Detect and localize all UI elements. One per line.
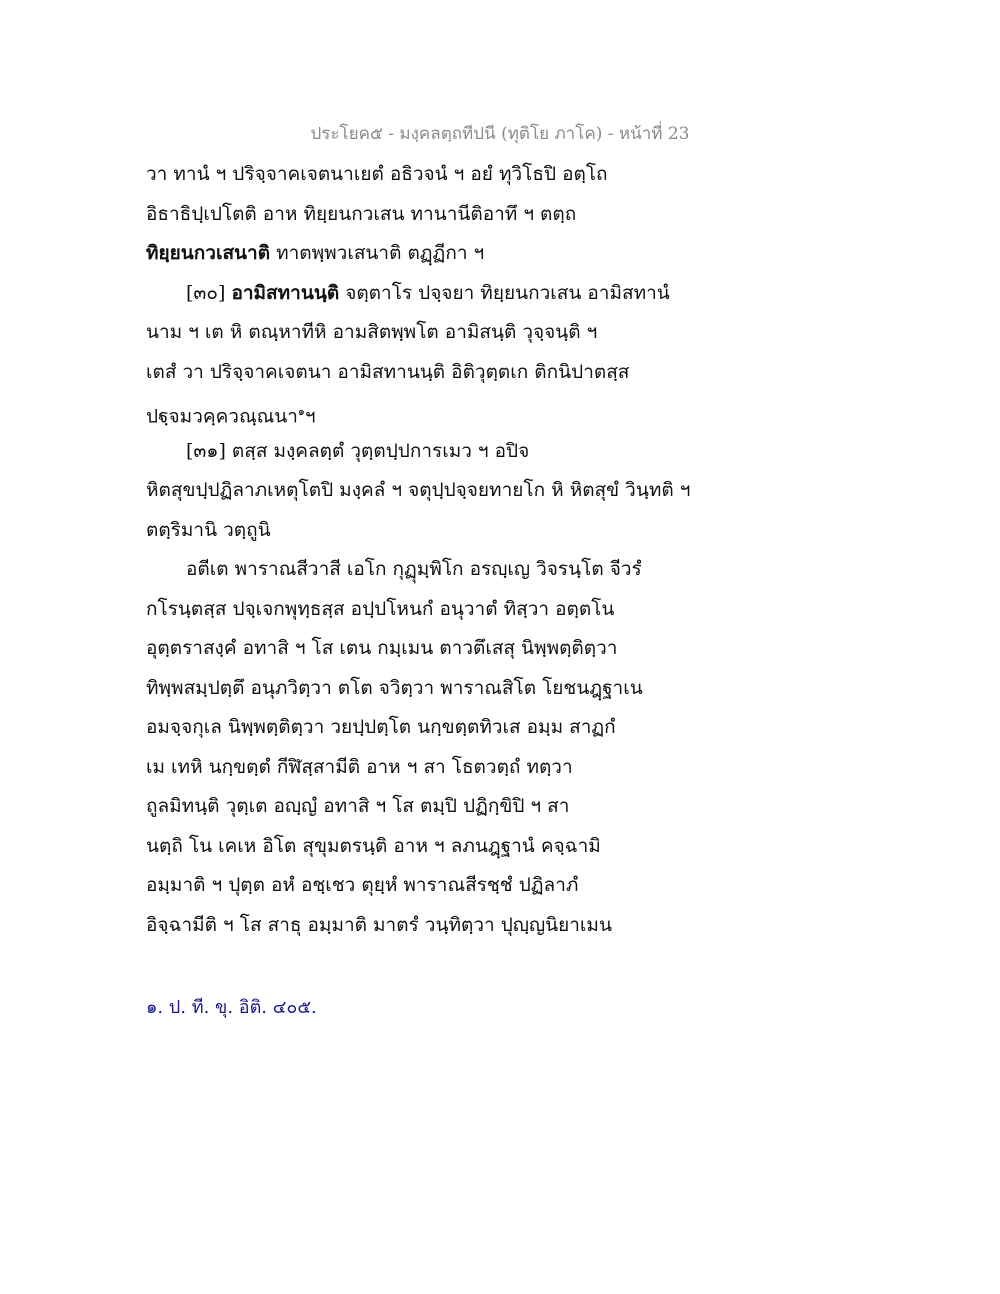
text-line [146,827,706,867]
text-line [146,511,706,551]
page-header-text: ประโยค๕ - มงฺคลตฺถทีปนี (ทุติโย ภาโค) - หน้าที่ 23 [310,124,690,144]
text-segment: กโรนฺตสฺส ปจฺเจกพุทฺธสฺส อปฺปโหนกํ อนุวาตํ ทิสฺวา อตฺตโน [146,597,615,620]
text-segment: เตสํ วา ปริจฺจาคเจตนา อามิสทานนฺติ อิติวุตฺตเก ติกนิปาตสฺส [146,360,630,383]
bold-term: ทิยฺยนกวเสนาติ [146,242,271,264]
text-segment: นาม ฯ เต หิ ตณฺหาทีหิ อามสิตพฺพโต อามิสนฺติ วุจฺจนฺติ ฯ [146,321,598,343]
text-line [146,353,706,393]
text-segment: อิธาธิปฺเปโตติ อาห ทิยฺยนกวเสน ทานานีติอาทึ ฯ ตตฺถ [146,202,577,225]
text-segment: ถูลมิทนฺติ วุตฺเต อญฺญํ อทาสิ ฯ โส ตมฺปิ ปฏิกฺขิปิ ฯ สา [146,795,570,817]
text-segment: อิจฺฉามีติ ฯ โส สาธุ อมฺมาติ มาตรํ วนฺทิตฺวา ปุญฺญนิยาเมน [146,913,612,936]
body-text [146,155,706,945]
text-line [146,787,706,827]
text-segment: [๓๑] ตสฺส มงฺคลตฺตํ วุตฺตปฺปการเมว ฯ อปิจ [186,439,530,462]
text-segment: อุตฺตราสงฺคํ อทาสิ ฯ โส เตน กมฺเมน ตาวตึเสสุ นิพฺพตฺติตฺวา [146,637,618,659]
text-line [146,708,706,748]
text-line [146,550,706,590]
text-segment: อตีเต พาราณสีวาสี เอโก กุฏุมฺพิโก อรญฺเญ วิจรนฺโต จีวรํ [186,558,642,580]
text-segment: [๓๐] [186,281,232,304]
text-line [146,274,706,314]
text-segment: วา ทานํ ฯ ปริจฺจาคเจตนาเยตํ อธิวจนํ ฯ อยํ ทุวิโธปิ อตฺโถ [146,163,608,185]
text-line [146,471,706,511]
text-segment: อมฺมาติ ฯ ปุตฺต อหํ อชฺเชว ตุยฺหํ พาราณสีรชฺชํ ปฏิลาภํ [146,874,579,896]
text-segment: เม เทหิ นกฺขตฺตํ กีฬิสฺสามีติ อาห ฯ สา โธตวตฺถํ ทตฺวา [146,755,573,778]
text-segment: นตฺถิ โน เคเห อิโต สุขุมตรนฺติ อาห ฯ ลภนฎฺฐานํ คจฺฉามิ [146,834,601,857]
footnote: ๑. ป. ที. ขุ. อิติ. ๔๐๕. [146,997,317,1018]
text-segment: ทิพฺพสมฺปตฺตึ อนุภวิตฺวา ตโต จวิตฺวา พาราณสิโต โยชนฎฺฐาเน [146,676,643,699]
text-segment: อมจฺจกุเล นิพฺพตฺติตฺวา วยปฺปตฺโต นกฺขตฺตทิวเส อมฺม สาฏกํ [146,716,616,738]
text-line [146,392,706,432]
text-segment: ทาตพฺพวเสนาติ ตฏฺฏีกา ฯ [270,242,485,264]
bold-term: อามิสทานนฺติ [231,281,340,304]
text-line [146,432,706,472]
text-line [146,866,706,906]
text-line [146,906,706,946]
footnote-marker: ๑ [297,405,305,418]
text-line [146,234,706,274]
text-line [146,629,706,669]
text-segment: จตฺตาโร ปจฺจยา ทิยฺยนกวเสน อามิสทานํ [339,281,670,304]
text-segment: ปฐฺจมวคฺควณฺณนา [146,405,298,428]
text-segment: หิตสุขปฺปฏิลาภเหตุโตปิ มงฺคลํ ฯ จตุปฺปจฺจยทายโก หิ หิตสุขํ วินฺทติ ฯ [146,479,691,501]
text-line [146,195,706,235]
text-line [146,748,706,788]
page-header [0,120,1000,147]
text-line [146,669,706,709]
text-segment: ฯ [304,405,316,428]
text-line [146,155,706,195]
text-segment: ตตฺริมานิ วตฺถูนิ [146,518,271,541]
text-line [146,313,706,353]
text-line [146,590,706,630]
